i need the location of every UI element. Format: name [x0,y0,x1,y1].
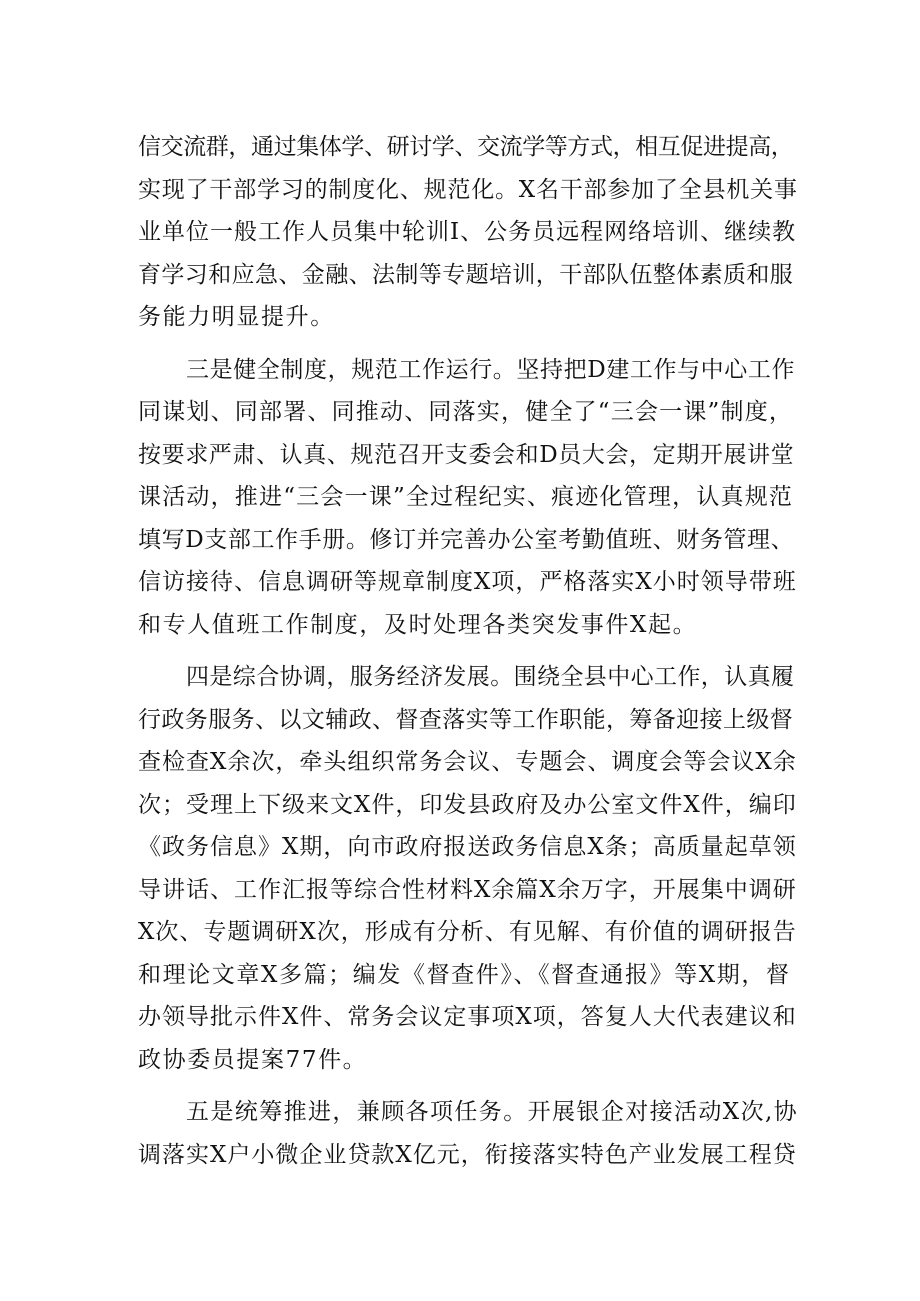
text-line: 五是统筹推进，兼顾各项任务。开展银企对接活动X次,协 [186,1099,799,1125]
text-line: 和专人值班工作制度，及时处理各类突发事件X起。 [138,611,698,638]
text-line: 按要求严肃、认真、规范召开支委会和D员大会，定期开展讲堂 [138,441,795,468]
paragraph-2 [138,349,798,647]
text-line: 业单位一般工作人员集中轮训I、公务员远程网络培训、继续教 [138,219,797,245]
text-line: 填写D支部工作手册。修订并完善办公室考勤值班、财务管理、 [138,526,795,553]
text-line: 实现了干部学习的制度化、规范化。X名干部参加了全县机关事 [138,176,798,203]
text-line: 和理论文章X多篇；编发《督查件》、《督查通报》等X期，督 [138,961,791,988]
text-line: 务能力明显提升。 [138,304,335,330]
text-line: 查检查X余次，牵头组织常务会议、专题会、调度会等会议X余 [138,749,797,775]
text-line: 政协委员提案77件。 [138,1046,368,1073]
text-line: 导讲话、工作汇报等综合性材料X余篇X余万字，开展集中调研 [138,876,797,903]
text-line: 次；受理上下级来文X件，印发县政府及办公室文件X件，编印 [138,791,797,818]
text-line: 三是健全制度，规范工作运行。坚持把D建工作与中心工作 [186,356,796,383]
text-line: 《政务信息》X期，向市政府报送政务信息X条；高质量起草领 [138,834,797,860]
text-line: 行政务服务、以文辅政、督查落实等工作职能，筹备迎接上级督 [138,706,794,733]
paragraph-1 [138,126,798,339]
text-line: X次、专题调研X次，形成有分析、有见解、有价值的调研报告 [138,919,797,945]
document-body [138,126,798,1176]
text-line: 信交流群，通过集体学、研讨学、交流学等方式，相互促进提高， [138,134,794,160]
paragraph-3 [138,656,798,1081]
text-line: 四是综合协调，服务经济发展。围绕全县中心工作，认真履 [186,664,795,690]
text-line: 信访接待、信息调研等规章制度X项，严格落实X小时领导带班 [138,569,797,595]
text-line: 办领导批示件X件、常务会议定事项X项，答复人大代表建议和 [138,1004,797,1030]
paragraph-4 [138,1091,798,1176]
text-line: 同谋划、同部署、同推动、同落实，健全了“三会一课”制度， [138,399,794,425]
text-line: 课活动，推进“三会一课”全过程纪实、痕迹化管理，认真规范 [138,484,794,510]
text-line: 调落实X户小微企业贷款X亿元，衔接落实特色产业发展工程贷 [138,1141,797,1168]
text-line: 育学习和应急、金融、法制等专题培训，干部队伍整体素质和服 [138,261,794,288]
